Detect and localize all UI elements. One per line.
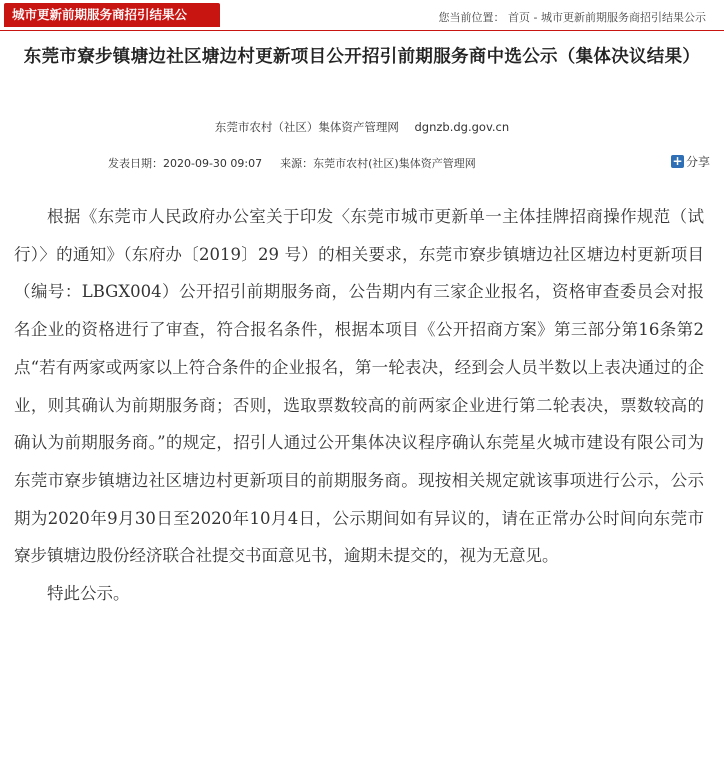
plus-share-icon: + [672,154,683,168]
breadcrumb [439,9,706,25]
breadcrumb-current-link[interactable]: 城市更新前期服务商招引结果公示 [541,11,706,24]
article-meta [108,155,476,171]
article-body [14,198,704,613]
closing-paragraph: 特此公示。 [47,584,130,604]
share-label: 分享 [685,155,710,169]
body-paragraph: 根据《东莞市人民政府办公室关于印发〈东莞市城市更新单一主体挂牌招商操作规范（试行）〉的通知》（东府办〔2019〕29 号）的相关要求，东莞市寮步镇塘边社区塘边村更新项目（编号：LBGX004）公开招引前期服务商，公告期内有三家企业报名，资格审查委员会对报名企业的资格进行了审查，符合报名条件，根据本项目《公开招商方案》第三部分第16条第2点“若有两家或两家以上符合条件的企业报名，第一轮表决，经到会人员半数以上表决通过的企业，则其确认为前期服务商；否则，选取票数较高的前两家企业进行第二轮表决，票数较高的确认为前期服务商。”的规定，招引人通过公开集体决议程序确认东莞星火城市建设有限公司为东莞市寮步镇塘边社区塘边村更新项目的前期服务商。现按相关规定就该事项进行公示，公示期为2020年9月30日至2020年10月4日，公示期间如有异议的，请在正常办公时间向东莞市寮步镇塘边股份经济联合社提交书面意见书，逾期未提交的，视为无意见。 [14,207,704,566]
breadcrumb-separator: - [533,11,541,24]
article-title: 东莞市寮步镇塘边社区塘边村更新项目公开招引前期服务商中选公示（集体决议结果） [23,47,701,67]
publisher-name: 东莞市农村（社区）集体资产管理网 [214,120,399,134]
section-title-tab: 城市更新前期服务商招引结果公 [4,3,220,27]
publisher-site: dgnzb.dg.gov.cn [414,120,510,134]
breadcrumb-home-link[interactable]: 首页 [508,11,531,24]
top-bar [0,0,724,31]
publish-date: 发表日期：2020-09-30 09:07 [108,157,263,170]
publisher-line [0,119,724,135]
breadcrumb-prefix: 您当前位置： [438,11,505,24]
article-source: 来源：东莞市农村(社区)集体资产管理网 [280,157,476,170]
share-button[interactable] [671,153,710,170]
